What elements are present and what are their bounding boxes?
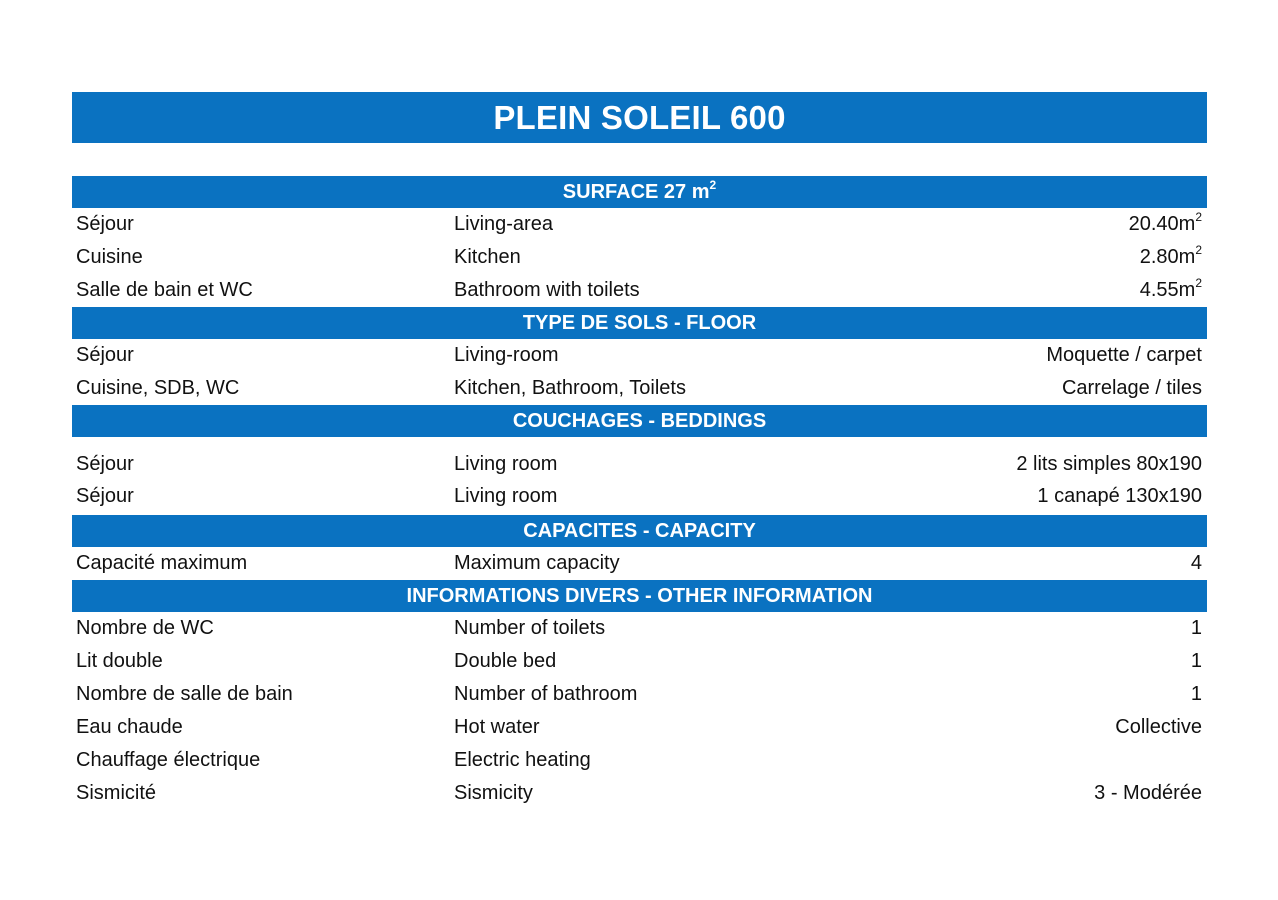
label-en: Hot water [454, 716, 540, 738]
label-fr: Séjour [76, 453, 134, 475]
section-header-beddings: COUCHAGES - BEDDINGS [72, 405, 1207, 437]
label-fr: Nombre de WC [76, 617, 214, 639]
spec-sheet [72, 176, 1207, 810]
table-row [72, 645, 1207, 678]
label-en: Bathroom with toilets [454, 279, 640, 301]
label-fr: Salle de bain et WC [76, 279, 253, 301]
table-row [72, 274, 1207, 307]
table-row [72, 372, 1207, 405]
value: 3 - Modérée [1094, 782, 1202, 804]
value-text: 20.40m [1128, 213, 1196, 235]
value: 4 [1190, 552, 1202, 574]
table-row [72, 711, 1207, 744]
label-fr: Sismicité [76, 782, 157, 804]
label-fr: Séjour [76, 213, 134, 235]
page-title: PLEIN SOLEIL 600 [72, 92, 1207, 143]
label-en: Maximum capacity [454, 552, 620, 574]
table-row [72, 547, 1207, 580]
label-en: Number of bathroom [454, 683, 638, 705]
value: Moquette / carpet [1046, 344, 1202, 366]
label-en: Living-room [454, 344, 559, 366]
section-header-surface [72, 176, 1207, 208]
label-fr: Cuisine [76, 246, 143, 268]
label-fr: Cuisine, SDB, WC [76, 377, 240, 399]
label-en: Kitchen, Bathroom, Toilets [454, 377, 686, 399]
value-sup: 2 [1195, 243, 1202, 257]
value: 1 [1190, 617, 1202, 639]
value-text: 2.80m [1139, 246, 1196, 268]
label-en: Living-area [454, 213, 553, 235]
table-row [72, 678, 1207, 711]
section-header-surface-text: SURFACE 27 m [562, 181, 710, 203]
table-row [72, 612, 1207, 645]
table-row [72, 744, 1207, 777]
section-header-floor: TYPE DE SOLS - FLOOR [72, 307, 1207, 339]
label-fr: Capacité maximum [76, 552, 248, 574]
value-text: 4.55m [1139, 279, 1196, 301]
value-sup: 2 [1195, 210, 1202, 224]
value: Collective [1115, 716, 1202, 738]
label-en: Double bed [454, 650, 557, 672]
label-fr: Séjour [76, 344, 134, 366]
table-row [72, 777, 1207, 810]
label-en: Living room [454, 453, 558, 475]
value: 1 canapé 130x190 [1037, 485, 1202, 507]
label-fr: Nombre de salle de bain [76, 683, 293, 705]
section-header-capacity: CAPACITES - CAPACITY [72, 515, 1207, 547]
label-en: Number of toilets [454, 617, 606, 639]
value [954, 276, 1207, 302]
label-en: Living room [454, 485, 558, 507]
value: 1 [1190, 650, 1202, 672]
table-row [72, 241, 1207, 274]
label-en: Electric heating [454, 749, 591, 771]
value: Carrelage / tiles [1061, 377, 1202, 399]
label-fr: Eau chaude [76, 716, 183, 738]
table-row [72, 208, 1207, 241]
label-en: Kitchen [454, 246, 521, 268]
table-row [72, 478, 1207, 515]
section-header-other: INFORMATIONS DIVERS - OTHER INFORMATION [72, 580, 1207, 612]
value: 1 [1190, 683, 1202, 705]
value [954, 243, 1207, 269]
table-row [72, 339, 1207, 372]
label-en: Sismicity [454, 782, 533, 804]
label-fr: Séjour [76, 485, 134, 507]
label-fr: Chauffage électrique [76, 749, 261, 771]
value [954, 210, 1207, 236]
value-sup: 2 [1195, 276, 1202, 290]
label-fr: Lit double [76, 650, 163, 672]
value: 2 lits simples 80x190 [1016, 453, 1202, 475]
section-header-surface-sup: 2 [709, 178, 717, 192]
table-row [72, 437, 1207, 478]
